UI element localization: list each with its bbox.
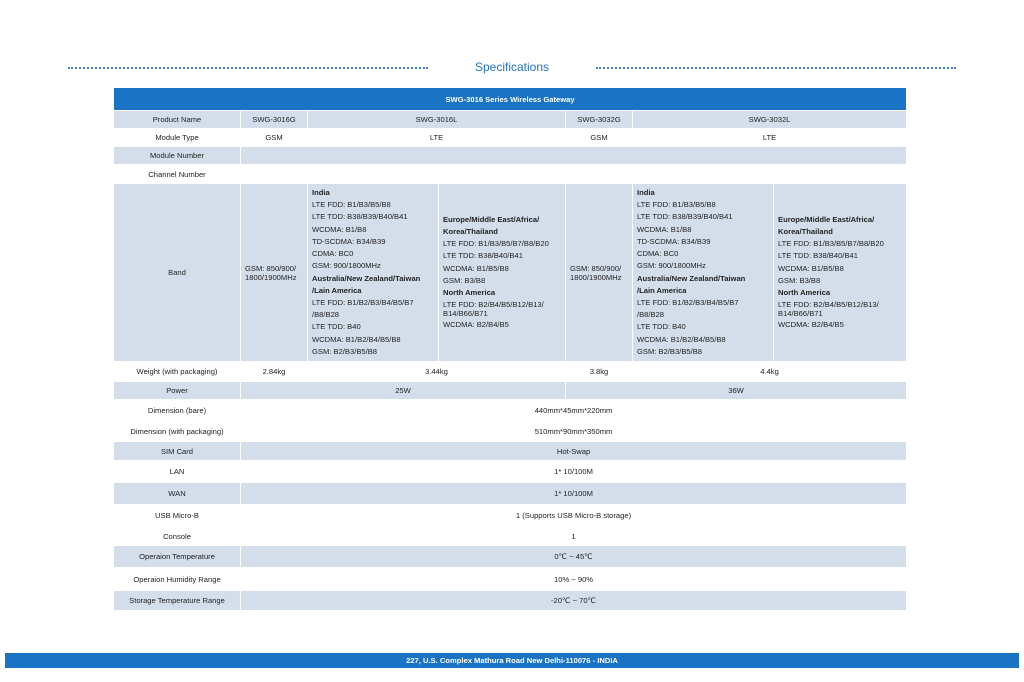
table-row-power [114, 382, 907, 400]
band-line: GSM: 900/1800MHz [312, 261, 381, 271]
band-line: LTE FDD: B1/B2/B3/B4/B5/B7 [312, 297, 414, 307]
band-line: /B8/B28 [312, 310, 340, 320]
band-line: WCDMA: B1/B5/B8 [778, 263, 844, 273]
cell: SWG-3032G [566, 111, 633, 129]
cell: SWG-3016L [308, 111, 566, 129]
band-line: TD-SCDMA: B34/B39 [312, 236, 386, 246]
table-header-row [114, 88, 907, 111]
cell: -20℃ ~ 70℃ [241, 591, 907, 611]
band-list-3032l-a [633, 184, 774, 362]
cell: 36W [566, 382, 907, 400]
band-line: LTE FDD: B1/B2/B3/B4/B5/B7 [637, 297, 739, 307]
specifications-table [113, 87, 907, 611]
cell: SWG-3016G [241, 111, 308, 129]
cell: GSM [241, 129, 308, 147]
cell: 0℃ ~ 45℃ [241, 546, 907, 568]
row-label: Dimension (bare) [114, 400, 241, 421]
row-label: Storage Temperature Range [114, 591, 241, 611]
table-row [114, 568, 907, 591]
table-row [114, 483, 907, 505]
band-line: LTE FDD: B2/B4/B5/B12/B13/ B14/B66/B71 [443, 300, 544, 319]
table-header: SWG-3016 Series Wireless Gateway [114, 88, 907, 111]
band-line: GSM: B3/B8 [443, 275, 486, 285]
cell: 4.4kg [633, 362, 907, 382]
band-line: WCDMA: B1/B2/B4/B5/B8 [637, 334, 726, 344]
band-line: CDMA: BC0 [312, 249, 354, 259]
row-label: Weight (with packaging) [114, 362, 241, 382]
cell [241, 147, 907, 165]
cell: 510mm*90mm*350mm [241, 421, 907, 442]
band-line: /B8/B28 [637, 310, 665, 320]
band-list-3032l-b [774, 184, 907, 362]
cell: 3.44kg [308, 362, 566, 382]
title-divider-right [596, 67, 956, 69]
band-line: LTE TDD: B38/B40/B41 [443, 251, 523, 261]
cell: LTE [308, 129, 566, 147]
band-line: Europe/Middle East/Africa/ [443, 214, 540, 224]
row-label: SIM Card [114, 442, 241, 461]
band-line: WCDMA: B1/B5/B8 [443, 263, 509, 273]
cell: 440mm*45mm*220mm [241, 400, 907, 421]
cell: SWG-3032L [633, 111, 907, 129]
row-label: USB Micro-B [114, 505, 241, 527]
band-line: North America [443, 287, 496, 297]
row-label: Operaion Temperature [114, 546, 241, 568]
table-row [114, 591, 907, 611]
cell: GSM: 850/900/ 1800/1900MHz [566, 184, 633, 362]
title-divider-left [68, 67, 428, 69]
row-label: Product Name [114, 111, 241, 129]
band-line: WCDMA: B1/B2/B4/B5/B8 [312, 334, 401, 344]
cell: LTE [633, 129, 907, 147]
band-line: LTE TDD: B38/B39/B40/B41 [637, 212, 733, 222]
table-row [114, 442, 907, 461]
table-row [114, 546, 907, 568]
cell: 1* 10/100M [241, 483, 907, 505]
row-label: LAN [114, 461, 241, 483]
band-line: LTE FDD: B2/B4/B5/B12/B13/ B14/B66/B71 [778, 300, 879, 319]
band-line: Korea/Thailand [443, 226, 498, 236]
cell: 10% ~ 90% [241, 568, 907, 591]
band-line: LTE FDD: B1/B3/B5/B7/B8/B20 [443, 239, 549, 249]
table-row [114, 461, 907, 483]
band-line: Australia/New Zealand/Taiwan [637, 273, 746, 283]
band-line: GSM: B2/B3/B5/B8 [637, 346, 702, 356]
cell [241, 165, 907, 184]
row-label: Module Type [114, 129, 241, 147]
title-row [68, 58, 956, 78]
row-label: Dimension (with packaging) [114, 421, 241, 442]
row-label: WAN [114, 483, 241, 505]
row-label: Channel Number [114, 165, 241, 184]
row-label: Operaion Humidity Range [114, 568, 241, 591]
band-list-3016l-b [439, 184, 566, 362]
band-line: WCDMA: B2/B4/B5 [778, 320, 844, 330]
band-line: LTE TDD: B40 [312, 322, 361, 332]
cell: GSM: 850/900/ 1800/1900MHz [241, 184, 308, 362]
cell: 1 [241, 527, 907, 546]
band-line: LTE TDD: B38/B40/B41 [778, 251, 858, 261]
cell: 25W [241, 382, 566, 400]
cell: 2.84kg [241, 362, 308, 382]
table-row [114, 505, 907, 527]
table-row-module-number [114, 147, 907, 165]
band-line: LTE FDD: B1/B3/B5/B8 [312, 200, 391, 210]
band-line: WCDMA: B2/B4/B5 [443, 320, 509, 330]
band-line: /Lain America [637, 285, 687, 295]
band-line: WCDMA: B1/B8 [312, 224, 367, 234]
table-row-module-type [114, 129, 907, 147]
band-line: WCDMA: B1/B8 [637, 224, 692, 234]
footer-address: 227, U.S. Complex Mathura Road New Delhi-110076 - INDIA [5, 653, 1019, 668]
band-line: LTE FDD: B1/B3/B5/B7/B8/B20 [778, 239, 884, 249]
band-line: LTE TDD: B40 [637, 322, 686, 332]
table-row [114, 527, 907, 546]
band-line: GSM: 900/1800MHz [637, 261, 706, 271]
band-list-3016l-a [308, 184, 439, 362]
page-title: Specifications [474, 60, 550, 74]
table-row [114, 421, 907, 442]
band-line: Europe/Middle East/Africa/ [778, 214, 875, 224]
table-row-product-name [114, 111, 907, 129]
row-label: Power [114, 382, 241, 400]
cell: 1 (Supports USB Micro-B storage) [241, 505, 907, 527]
table-row [114, 400, 907, 421]
band-line: LTE FDD: B1/B3/B5/B8 [637, 200, 716, 210]
cell: Hot-Swap [241, 442, 907, 461]
band-line: GSM: B3/B8 [778, 275, 821, 285]
band-line: LTE TDD: B38/B39/B40/B41 [312, 212, 408, 222]
row-label: Band [114, 184, 241, 362]
cell: 1* 10/100M [241, 461, 907, 483]
row-label: Module Number [114, 147, 241, 165]
table-row-channel-number [114, 165, 907, 184]
cell: 3.8kg [566, 362, 633, 382]
band-line: TD-SCDMA: B34/B39 [637, 236, 711, 246]
band-line: Korea/Thailand [778, 226, 833, 236]
row-label: Console [114, 527, 241, 546]
band-line: India [312, 188, 330, 198]
table-row-weight [114, 362, 907, 382]
band-line: North America [778, 287, 831, 297]
cell: GSM [566, 129, 633, 147]
band-line: Australia/New Zealand/Taiwan [312, 273, 421, 283]
table-row-band [114, 184, 907, 362]
band-line: CDMA: BC0 [637, 249, 679, 259]
band-line: /Lain America [312, 285, 362, 295]
band-line: India [637, 188, 655, 198]
band-line: GSM: B2/B3/B5/B8 [312, 346, 377, 356]
